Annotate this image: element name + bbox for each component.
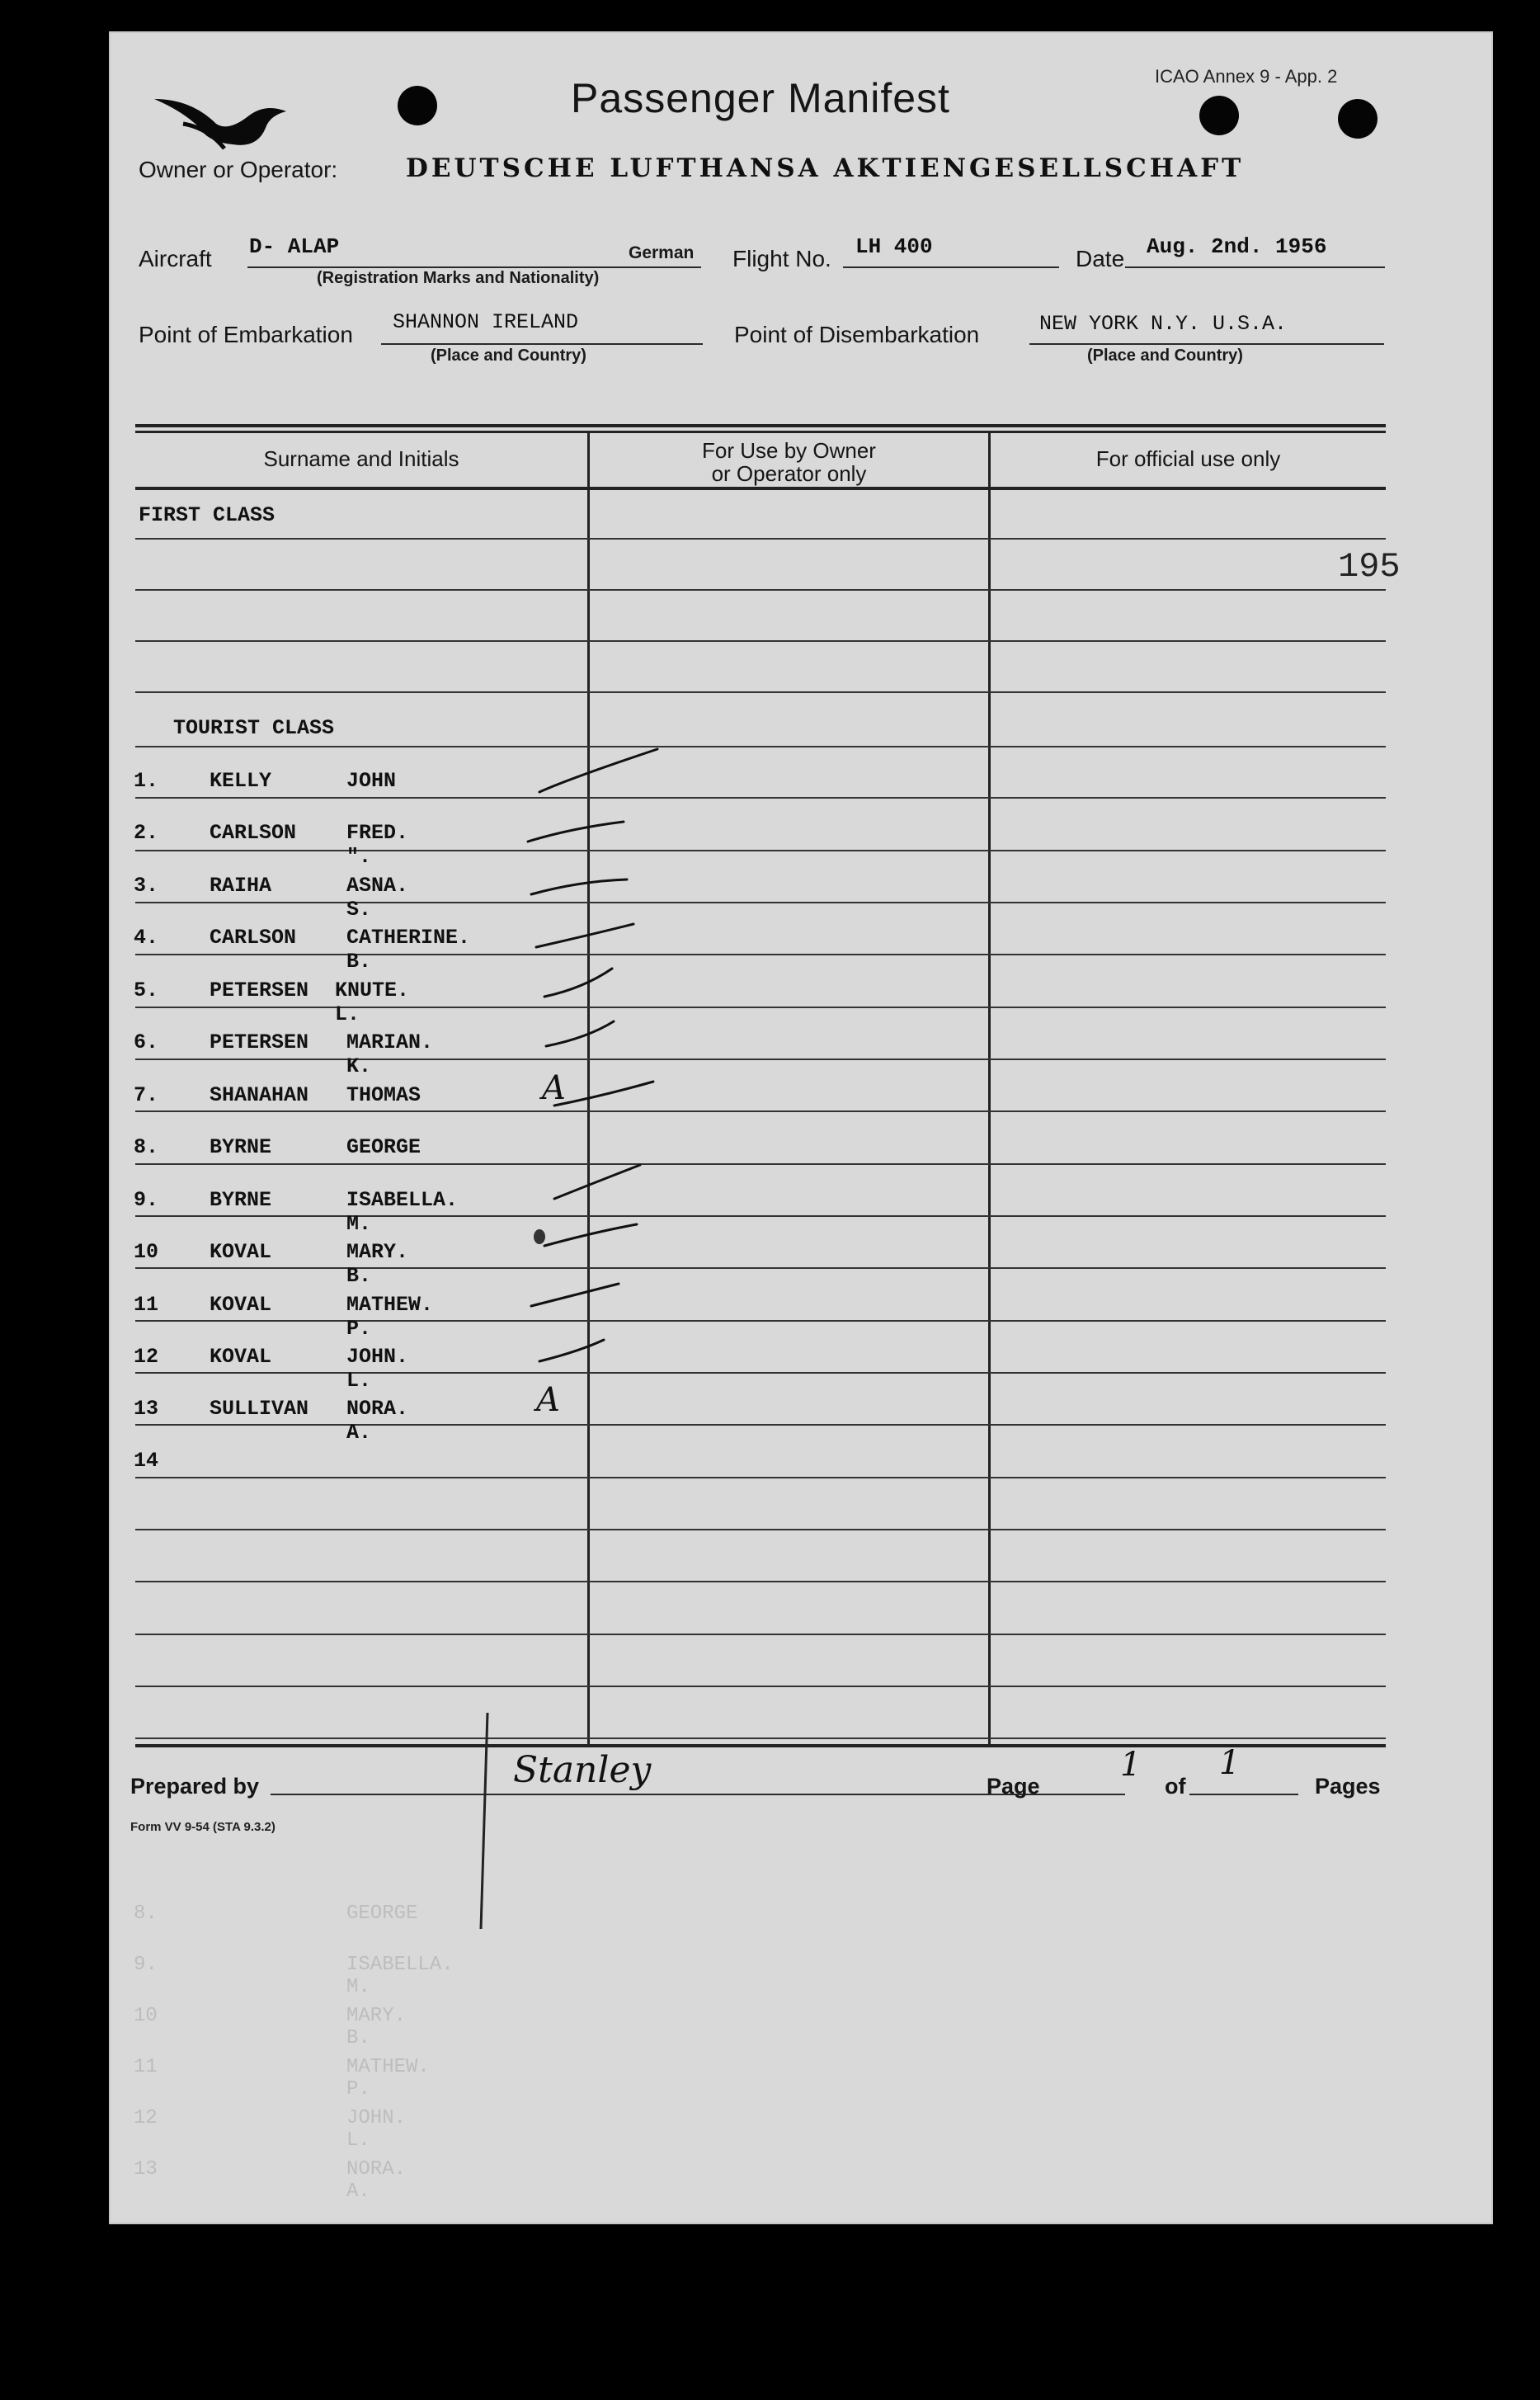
manifest-page: [109, 31, 1493, 2224]
bleed-through-row: [134, 2158, 407, 2203]
of-value: 1: [1219, 1744, 1241, 1782]
passenger-number: 6.: [134, 1030, 159, 1054]
bleed-through-row: [134, 2005, 407, 2049]
disembarkation-caption: (Place and Country): [1087, 347, 1243, 365]
bleed-through-name: ISABELLA. M.: [346, 1954, 454, 1998]
form-number: Form VV 9-54 (STA 9.3.2): [130, 1820, 276, 1834]
date-label: Date: [1076, 246, 1125, 271]
bleed-through-number: 8.: [134, 1903, 158, 1925]
passenger-given-name: THOMAS: [346, 1083, 421, 1107]
passenger-given-name: KNUTE. L.: [335, 978, 410, 1026]
preparer-signature: Stanley: [513, 1749, 652, 1791]
passenger-number: 8.: [134, 1135, 159, 1159]
passenger-given-name: MARIAN. K.: [346, 1030, 434, 1078]
passenger-number: 3.: [134, 874, 159, 898]
date-value: Aug. 2nd. 1956: [1147, 234, 1327, 259]
bleed-through-name: MARY. B.: [346, 2005, 407, 2049]
aircraft-label: Aircraft: [139, 246, 212, 271]
passenger-surname: BYRNE: [210, 1135, 272, 1159]
bleed-through-row: [134, 2107, 407, 2152]
passenger-surname: KOVAL: [210, 1345, 272, 1369]
of-label: of: [1165, 1774, 1186, 1799]
bleed-through-number: 10: [134, 2005, 158, 2027]
bleed-through-name: JOHN. L.: [346, 2107, 407, 2152]
tourist-class-heading: TOURIST CLASS: [173, 716, 335, 740]
aircraft-nationality: German: [629, 243, 695, 262]
stamped-page-number: 195: [1338, 547, 1401, 587]
embarkation-label: Point of Embarkation: [139, 322, 353, 347]
of-line: [1189, 1794, 1298, 1795]
bleed-through-row: [134, 2056, 430, 2101]
flight-value: LH 400: [855, 234, 933, 259]
passenger-surname: CARLSON: [210, 926, 297, 950]
passenger-surname: CARLSON: [210, 821, 297, 845]
passenger-number: 2.: [134, 821, 159, 845]
tick-mark: [528, 822, 624, 842]
signature-bracket: [476, 1706, 501, 1937]
passenger-number: 10: [134, 1240, 159, 1264]
passenger-given-name: GEORGE: [346, 1135, 421, 1159]
passenger-given-name: MARY. B.: [346, 1240, 409, 1288]
passenger-number: 12: [134, 1345, 159, 1369]
passenger-number: 4.: [134, 926, 159, 950]
bleed-through-number: 11: [134, 2056, 158, 2078]
passenger-surname: RAIHA: [210, 874, 272, 898]
passenger-given-name: CATHERINE. B.: [346, 926, 471, 974]
bleed-through-name: MATHEW. P.: [346, 2056, 430, 2101]
tick-marks: [109, 31, 1493, 1846]
passenger-surname: PETERSEN: [210, 978, 309, 1002]
tick-mark: [554, 1165, 640, 1199]
tick-mark: [539, 749, 657, 792]
tick-mark: [544, 1224, 637, 1246]
aircraft-value: D- ALAP: [249, 234, 340, 259]
page-line: [1049, 1794, 1125, 1795]
bleed-through-number: 12: [134, 2107, 158, 2129]
pages-label: Pages: [1315, 1774, 1381, 1799]
passenger-number: 13: [134, 1397, 159, 1421]
passenger-given-name: FRED. ".: [346, 821, 409, 869]
column-header-surname: Surname and Initials: [263, 446, 459, 471]
embarkation-value: SHANNON IRELAND: [393, 310, 579, 334]
passenger-number: 5.: [134, 978, 159, 1002]
passenger-surname: SHANAHAN: [210, 1083, 309, 1107]
passenger-surname: KOVAL: [210, 1240, 272, 1264]
handwritten-mark: A: [536, 1381, 560, 1419]
passenger-given-name: JOHN: [346, 769, 397, 793]
aircraft-caption: (Registration Marks and Nationality): [317, 269, 600, 287]
passenger-given-name: ISABELLA. M.: [346, 1188, 459, 1236]
bleed-through-number: 13: [134, 2158, 158, 2181]
tick-mark: [544, 969, 612, 997]
embarkation-caption: (Place and Country): [431, 347, 586, 365]
passenger-number: 14: [134, 1449, 159, 1473]
tick-mark: [546, 1021, 614, 1046]
owner-value: DEUTSCHE LUFTHANSA AKTIENGESELLSCHAFT: [406, 153, 1245, 183]
flight-label: Flight No.: [732, 246, 831, 271]
passenger-number: 1.: [134, 769, 159, 793]
tick-mark: [531, 879, 627, 894]
bleed-through-row: [134, 1954, 454, 1998]
bleed-through-number: 9.: [134, 1954, 158, 1976]
page-title: Passenger Manifest: [571, 75, 950, 121]
first-class-heading: FIRST CLASS: [139, 503, 276, 527]
tick-mark: [531, 1284, 619, 1306]
passenger-given-name: MATHEW. P.: [346, 1293, 434, 1341]
page-value: 1: [1120, 1746, 1142, 1784]
tick-mark: [536, 924, 633, 947]
tick-mark: [554, 1082, 653, 1106]
passenger-number: 7.: [134, 1083, 159, 1107]
bleed-through-row: [134, 1903, 418, 1925]
passenger-given-name: JOHN. L.: [346, 1345, 409, 1393]
ink-blot: [534, 1229, 545, 1244]
tick-mark: [539, 1340, 604, 1361]
passenger-given-name: NORA. A.: [346, 1397, 409, 1445]
passenger-surname: KOVAL: [210, 1293, 272, 1317]
passenger-surname: BYRNE: [210, 1188, 272, 1212]
prepared-by-label: Prepared by: [130, 1774, 260, 1799]
bleed-through-name: GEORGE: [346, 1903, 418, 1925]
icao-reference: ICAO Annex 9 - App. 2: [1155, 66, 1338, 87]
page-label: Page: [987, 1774, 1040, 1799]
disembarkation-value: NEW YORK N.Y. U.S.A.: [1039, 312, 1288, 336]
bleed-through-name: NORA. A.: [346, 2158, 407, 2203]
passenger-surname: SULLIVAN: [210, 1397, 309, 1421]
passenger-surname: KELLY: [210, 769, 272, 793]
column-header-official: For official use only: [1095, 446, 1281, 471]
owner-label: Owner or Operator:: [139, 157, 338, 182]
column-header-owner-line1: For Use by Owner: [702, 438, 876, 463]
passenger-number: 9.: [134, 1188, 159, 1212]
passenger-given-name: ASNA. S.: [346, 874, 409, 922]
column-header-owner-line2: or Operator only: [711, 461, 867, 486]
passenger-surname: PETERSEN: [210, 1030, 309, 1054]
prepared-by-line: [271, 1794, 1062, 1795]
passenger-number: 11: [134, 1293, 159, 1317]
disembarkation-label: Point of Disembarkation: [734, 322, 980, 347]
handwritten-mark: A: [542, 1069, 566, 1107]
